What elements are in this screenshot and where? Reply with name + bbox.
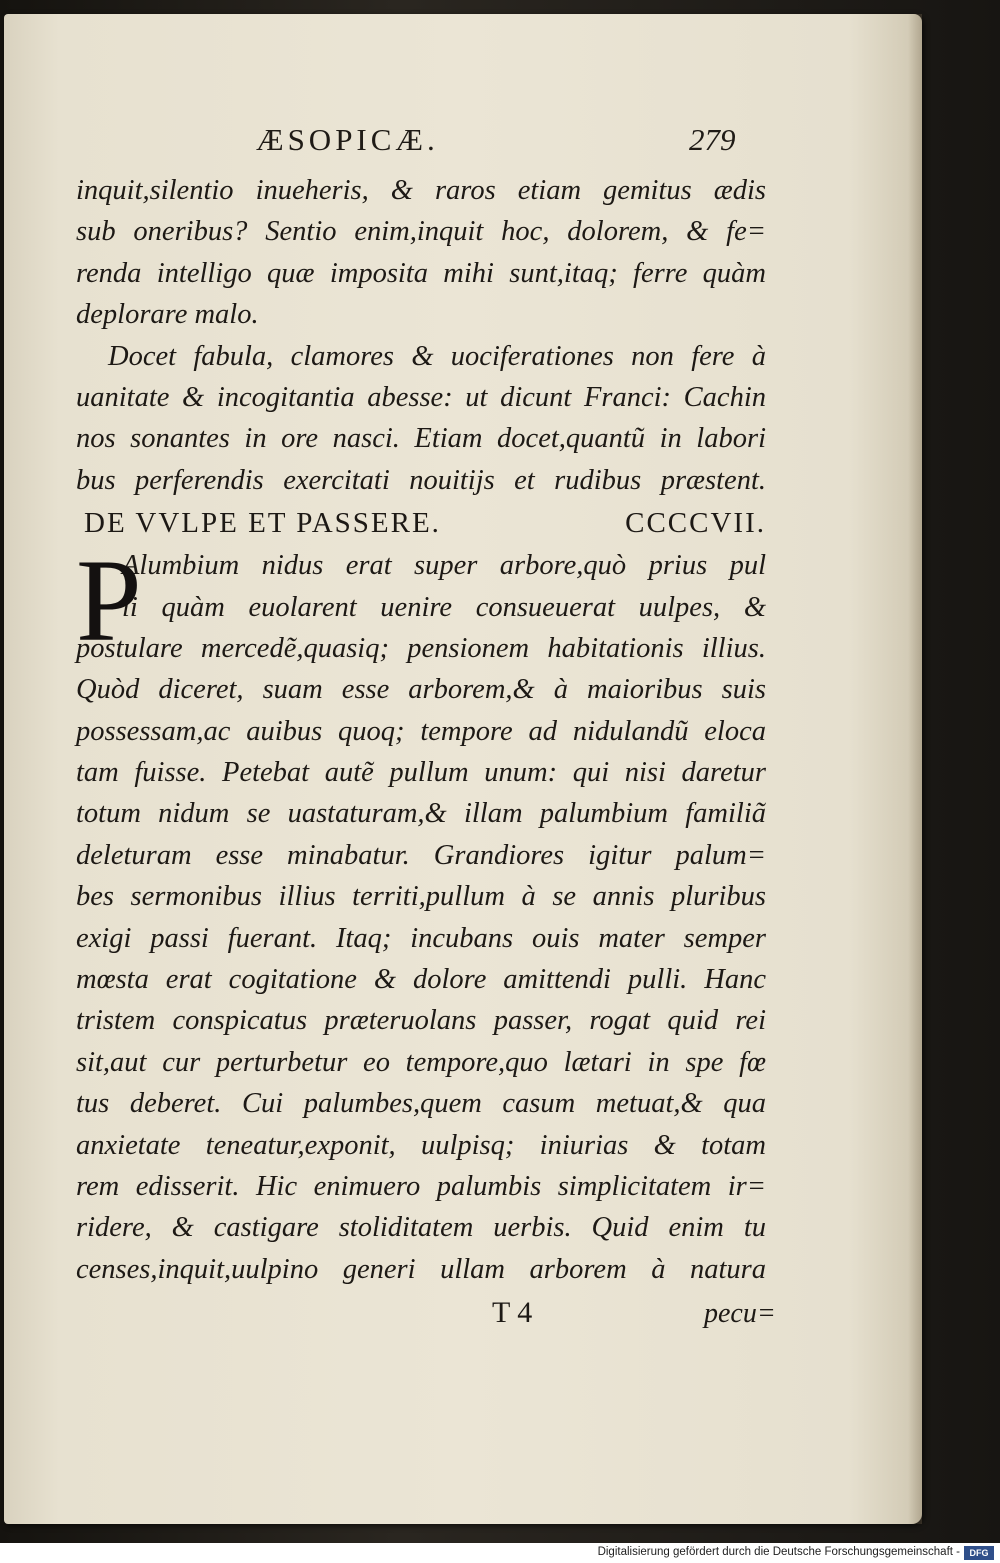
text-line: uanitate & incogitantia abesse: ut dicunt Franci: Cachin (76, 381, 766, 413)
text-line: bes sermonibus illius territi,pullum à se annis pluribus (76, 881, 766, 913)
text-line: tam fuisse. Petebat autẽ pullum unum: qui nisi daretur (76, 757, 766, 789)
text-line: deplorare malo. (76, 299, 259, 331)
credit-text: Digitalisierung gefördert durch die Deutsche Forschungsgemeinschaft - (597, 1546, 960, 1558)
text-line: Docet fabula, clamores & uociferationes non fere à (108, 340, 766, 372)
running-head: ÆSOPICÆ. (256, 122, 439, 157)
text-line: sub oneribus? Sentio enim,inquit hoc, dolorem, & fe= (76, 216, 766, 248)
fable-title: DE VVLPE ET PASSERE. (84, 506, 441, 539)
text-line: possessam,ac auibus quoq; tempore ad nidulandũ eloca (76, 715, 766, 747)
text-line: Quòd diceret, suam esse arborem,& à maioribus suis (76, 674, 766, 706)
text-line: bus perferendis exercitati nouitijs et rudibus præstent. (76, 464, 766, 496)
page-header (4, 122, 922, 166)
text-line: totum nidum se uastaturam,& illam palumbium familiã (76, 798, 766, 830)
page-number: 279 (689, 122, 736, 157)
text-line: ridere, & castigare stoliditatem uerbis. Quid enim tu (76, 1212, 766, 1244)
text-line: renda intelligo quæ imposita mihi sunt,itaq; ferre quàm (76, 257, 766, 289)
dropcap-lines (76, 545, 766, 628)
dfg-logo: DFG (964, 1546, 994, 1560)
text-line: censes,inquit,uulpino generi ullam arborem à natura (76, 1253, 766, 1285)
text-line: deleturam esse minabatur. Grandiores igitur palum= (76, 839, 766, 871)
text-line: inquit,silentio inueheris, & raros etiam gemitus ædis (76, 175, 766, 206)
text-line: li quàm euolarent uenire consueuerat uulpes, & (122, 591, 766, 623)
text-line: nos sonantes in ore nasci. Etiam docet,quantũ in labori (76, 423, 766, 455)
paragraph-fable (76, 535, 766, 1290)
signature-mark: T 4 (492, 1296, 533, 1329)
book-page (4, 14, 922, 1524)
text-line: tristem conspicatus præteruolans passer, rogat quid rei (76, 1005, 766, 1037)
text-line: postulare mercedẽ,quasiq; pensionem habitationis illius. (76, 632, 766, 664)
fable-lines (76, 628, 766, 1290)
text-block (76, 170, 766, 1290)
page-footer (4, 1296, 922, 1336)
text-line: anxietate teneatur,exponit, uulpisq; iniurias & totam (76, 1129, 766, 1161)
credit-bar (0, 1543, 1000, 1563)
paragraph-moral (76, 336, 766, 502)
text-line: Alumbium nidus erat super arbore,quò prius pul (122, 550, 766, 582)
fable-heading (76, 501, 766, 545)
paragraph-fable-end (76, 170, 766, 336)
text-line: mœsta erat cogitatione & dolore amittendi pulli. Hanc (76, 964, 766, 996)
fable-number: CCCCVII. (625, 506, 766, 539)
text-line: tus deberet. Cui palumbes,quem casum metuat,& qua (76, 1088, 766, 1120)
text-line: rem edisserit. Hic enimuero palumbis simplicitatem ir= (76, 1170, 766, 1202)
catchword: pecu= (704, 1298, 776, 1329)
drop-cap: P (76, 535, 142, 667)
text-line: exigi passi fuerant. Itaq; incubans ouis mater semper (76, 922, 766, 954)
text-line: sit,aut cur perturbetur eo tempore,quo lætari in spe fœ (76, 1046, 766, 1078)
